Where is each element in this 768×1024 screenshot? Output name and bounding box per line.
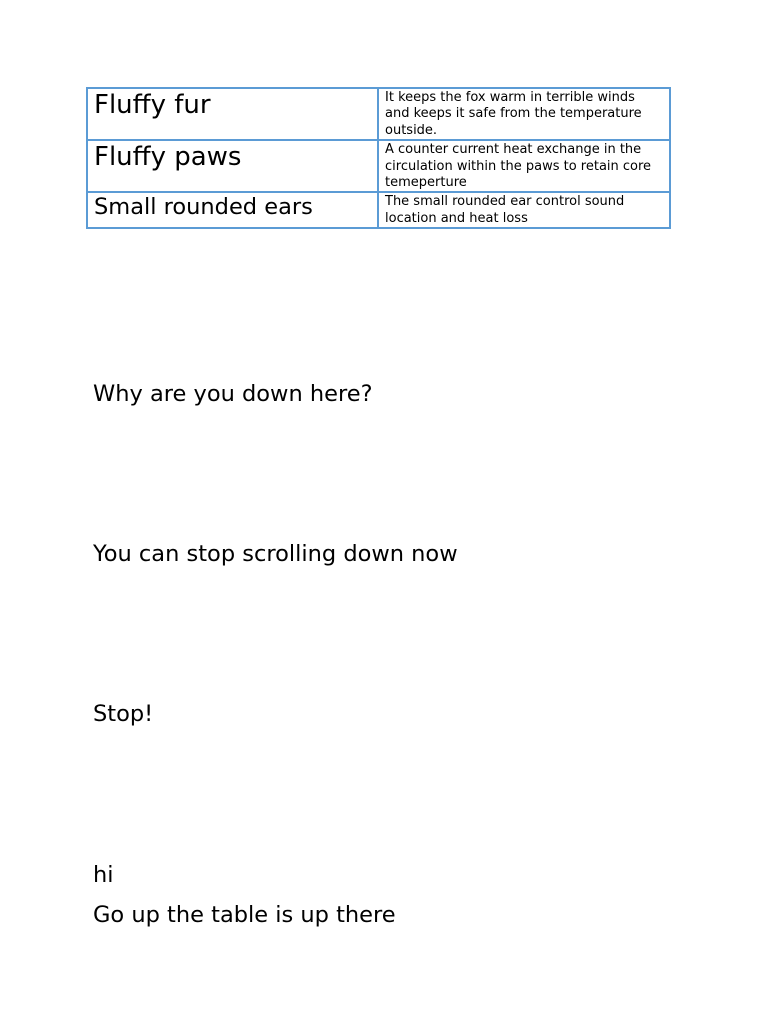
description-cell: A counter current heat exchange in the circulation within the paws to retain core temeperture (378, 140, 670, 192)
table-row (87, 192, 670, 228)
feature-cell: Small rounded ears (87, 192, 378, 228)
adaptations-table (86, 87, 671, 229)
description-cell: The small rounded ear control sound location and heat loss (378, 192, 670, 228)
description-cell: It keeps the fox warm in terrible winds and keeps it safe from the temperature outside. (378, 88, 670, 140)
table-row (87, 140, 670, 192)
feature-cell: Fluffy paws (87, 140, 378, 192)
table-row (87, 88, 670, 140)
hi-text: hi (93, 862, 114, 888)
go-up-text: Go up the table is up there (93, 902, 396, 928)
stop-text: Stop! (93, 701, 154, 727)
feature-cell: Fluffy fur (87, 88, 378, 140)
stop-scrolling-text: You can stop scrolling down now (93, 541, 458, 567)
why-text: Why are you down here? (93, 381, 373, 407)
